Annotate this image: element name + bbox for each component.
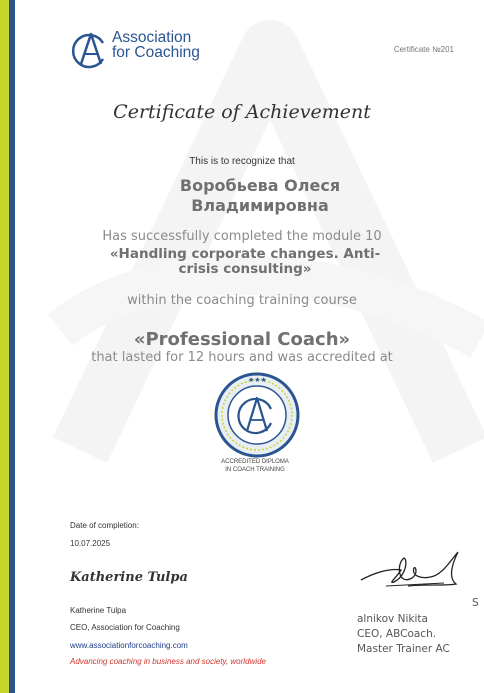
badge-caption [205, 459, 305, 474]
logo-line-2: for Coaching [112, 44, 200, 61]
course-name: «Professional Coach» [133, 329, 351, 350]
right-signatory-title: CEO, ABCoach. [357, 628, 437, 640]
left-signatory-name: Katherine Tulpa [70, 606, 127, 615]
left-signatory-title: CEO, Association for Coaching [70, 623, 180, 632]
recipient-name: Воробьева Олеся Владимировна [179, 176, 341, 215]
module-name: «Handling corporate changes. Anti-crisis consulting» [109, 246, 381, 277]
right-signatory-role: Master Trainer AC [357, 643, 450, 655]
stray-letter: S [472, 597, 479, 609]
completed-text: Has successfully completed the module 10 [102, 229, 382, 244]
recognize-text: This is to recognize that [189, 156, 295, 167]
association-logo-text [112, 30, 200, 60]
certificate-title: Certificate of Achievement [113, 101, 371, 123]
accreditation-badge-icon [214, 372, 300, 458]
svg-text:★★★: ★★★ [248, 376, 267, 384]
within-text: within the coaching training course [127, 293, 357, 308]
completion-date-label: Date of completion: [70, 521, 139, 530]
association-logo-icon [70, 30, 110, 70]
certificate-number: Certificate №201 [393, 45, 454, 54]
badge-caption-line-2: IN COACH TRAINING [225, 466, 285, 473]
right-signatory-name: alnikov Nikita [357, 613, 428, 625]
lasted-text: that lasted for 12 hours and was accredited at [91, 350, 393, 365]
completion-date-value: 10.07.2025 [70, 539, 111, 548]
slogan-text: Advancing coaching in business and society, worldwide [70, 657, 266, 666]
right-signature-icon [356, 550, 471, 595]
left-signature: Katherine Tulpa [70, 570, 188, 585]
logo-line-1: Association [112, 29, 192, 46]
badge-caption-line-1: ACCREDITED DIPLOMA [221, 459, 289, 465]
website-link[interactable]: www.associationforcoaching.com [70, 641, 188, 650]
